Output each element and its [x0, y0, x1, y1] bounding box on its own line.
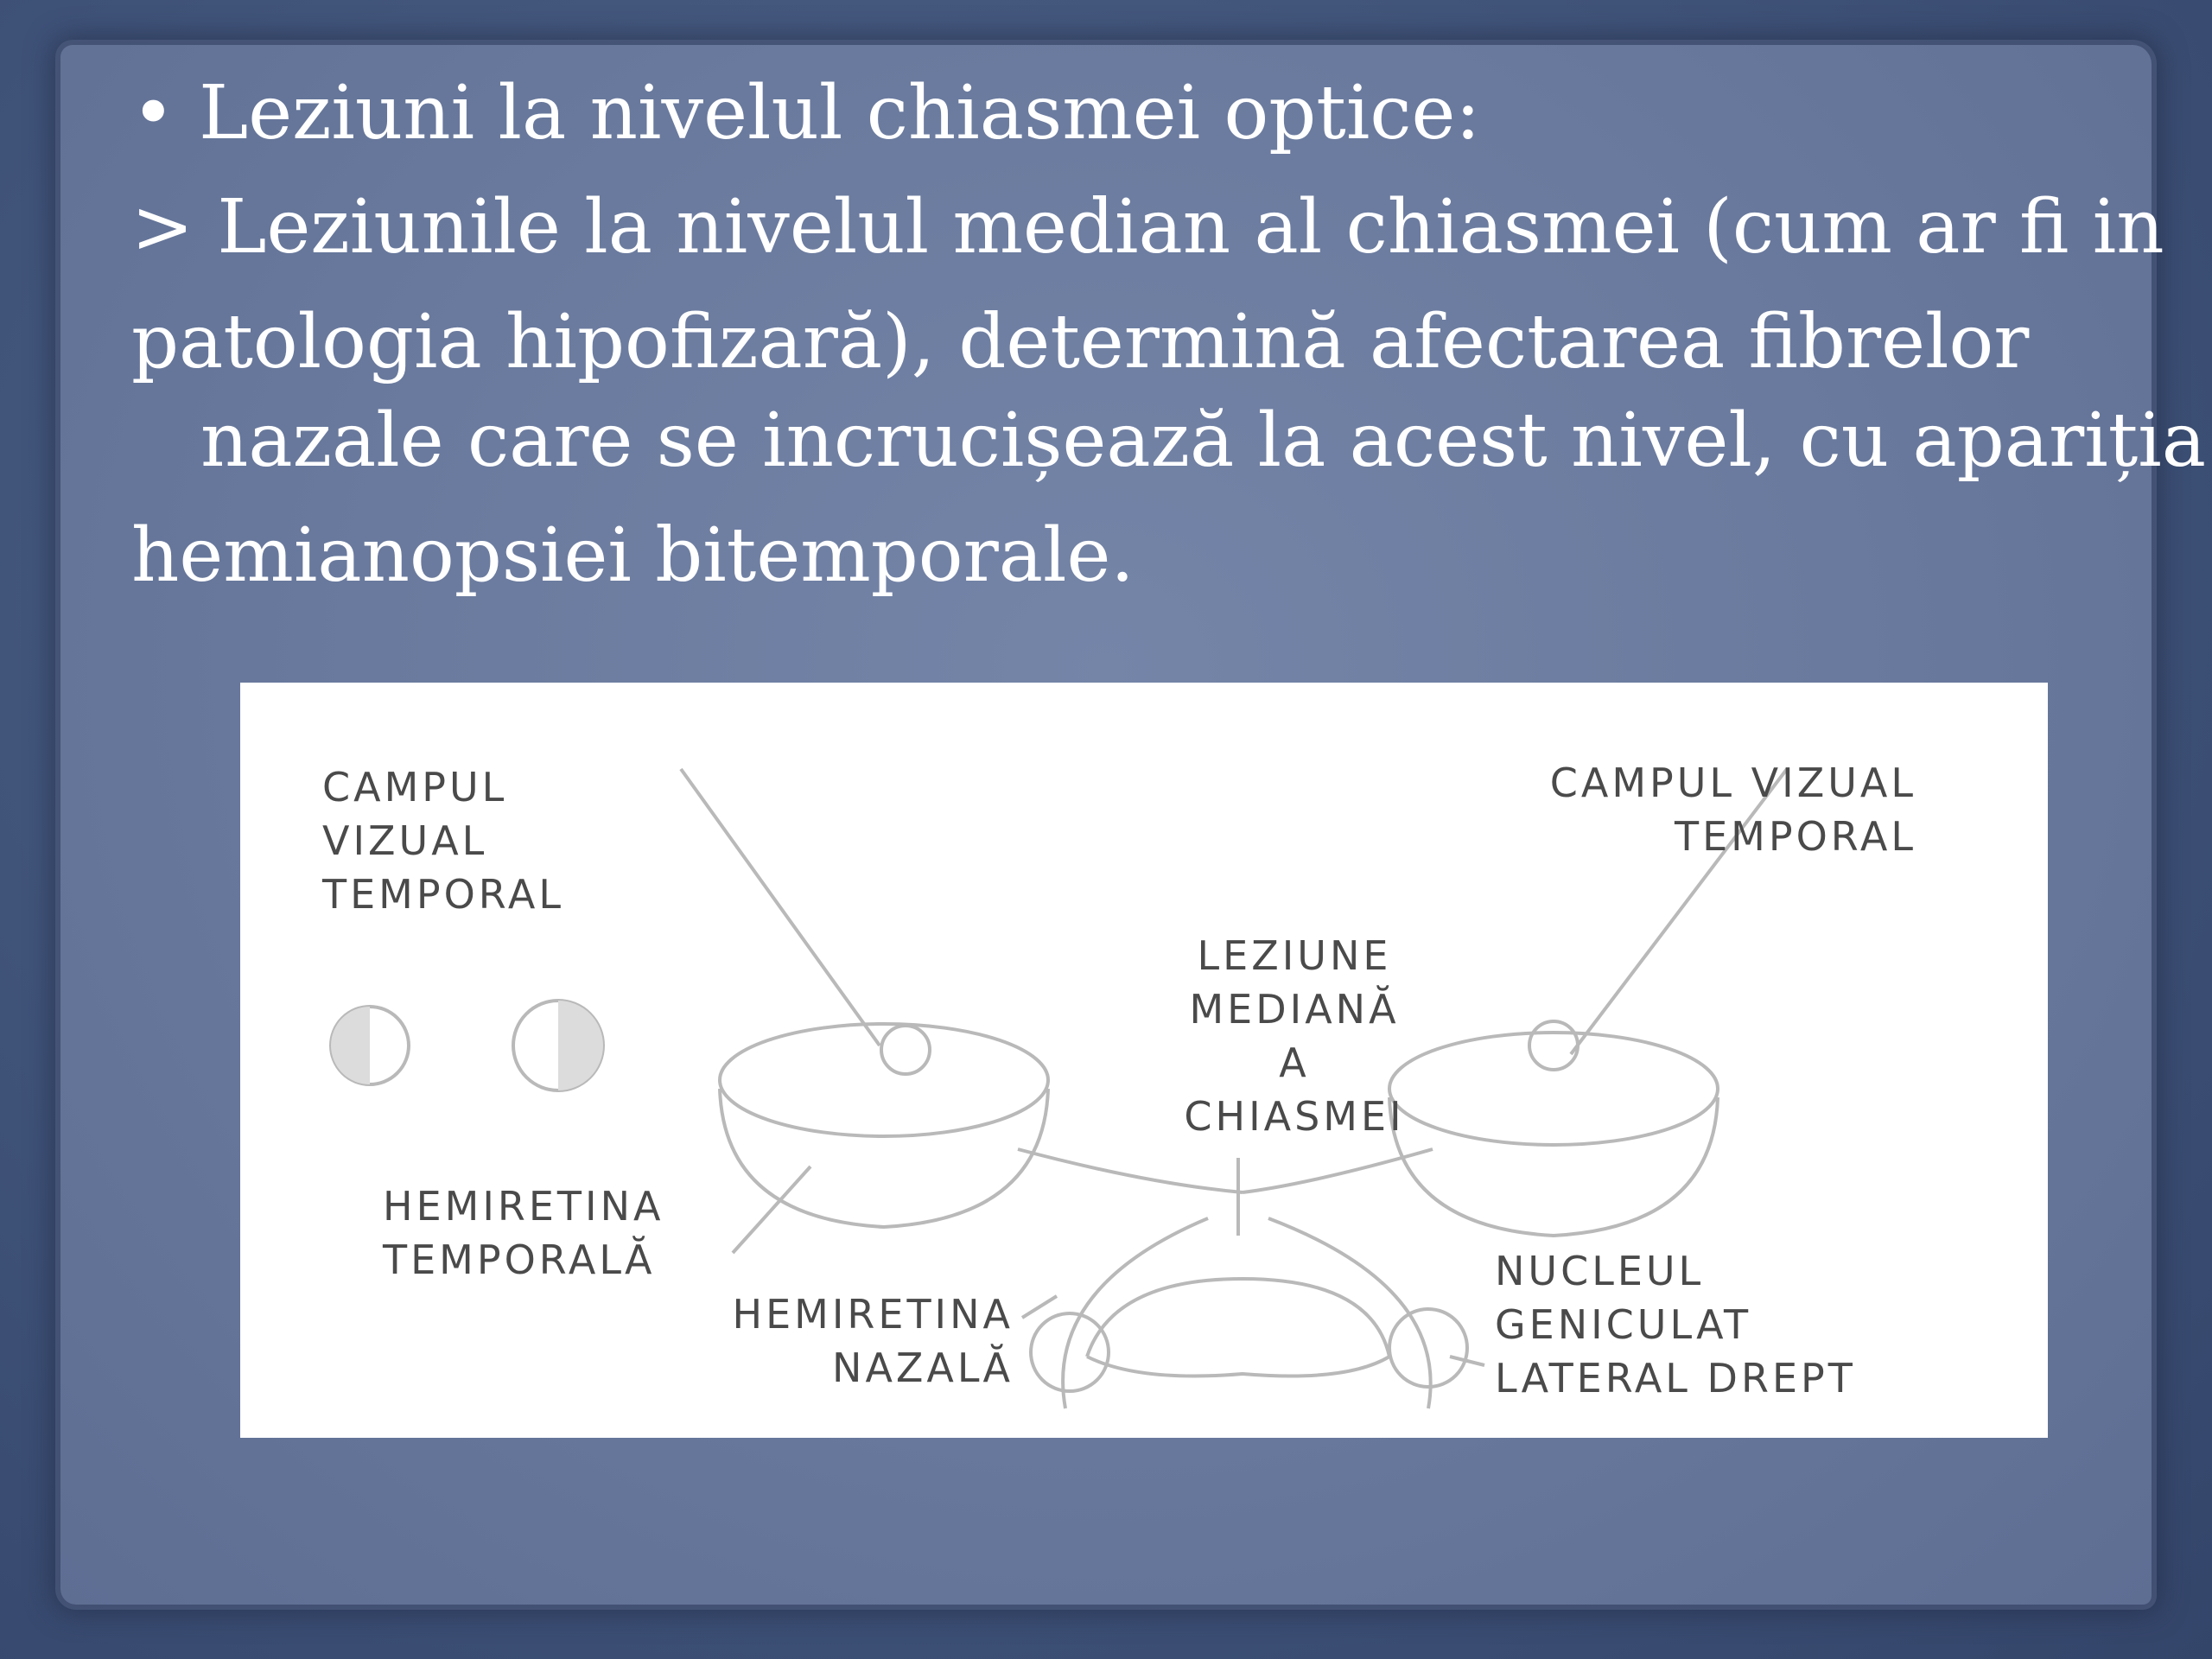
text-line-3: patologia hipofizară), determină afectarea fibrelor	[131, 299, 2030, 385]
right-geniculate	[1389, 1309, 1467, 1387]
label-geniculate-nucleus: NUCLEUL GENICULAT LATERAL DREPT	[1495, 1248, 1856, 1402]
text-line-2: > Leziunile la nivelul median al chiasmei (cum ar fi in	[131, 184, 2164, 270]
left-optic-tract	[1063, 1218, 1208, 1408]
left-field-half	[331, 1007, 370, 1084]
brainstem	[1087, 1279, 1389, 1376]
label-temporal-hemiretina: HEMIRETINA TEMPORALĂ	[383, 1183, 664, 1283]
right-optic-nerve	[1243, 1149, 1433, 1192]
label-nasal-hemiretina: HEMIRETINA NAZALĂ	[732, 1291, 1014, 1391]
right-field-half	[558, 1001, 603, 1090]
label-median-lesion: LEZIUNE MEDIANĂ A CHIASMEI	[1184, 932, 1405, 1140]
text-line-4: nazale care se incrucișează la acest nivel, cu apariția	[200, 397, 2207, 484]
left-optic-nerve	[1018, 1149, 1243, 1192]
right-lens	[1529, 1021, 1578, 1070]
left-lens	[881, 1026, 930, 1074]
bullet-glyph: •	[131, 70, 175, 156]
left-light-ray	[681, 769, 880, 1046]
bullet-heading: Leziuni la nivelul chiasmei optice:	[199, 70, 1481, 156]
text-line-5: hemianopsiei bitemporale.	[131, 512, 1135, 599]
left-eye-bowl	[720, 1089, 1048, 1227]
bullet-line	[131, 70, 1481, 156]
label-left-visual-field: CAMPUL VIZUAL TEMPORAL	[322, 764, 564, 918]
nasal-hemiretina-pointer	[1022, 1296, 1057, 1318]
label-right-visual-field: CAMPUL VIZUAL TEMPORAL	[1549, 760, 1916, 860]
left-geniculate	[1031, 1313, 1109, 1391]
chiasm-diagram	[240, 683, 2048, 1438]
